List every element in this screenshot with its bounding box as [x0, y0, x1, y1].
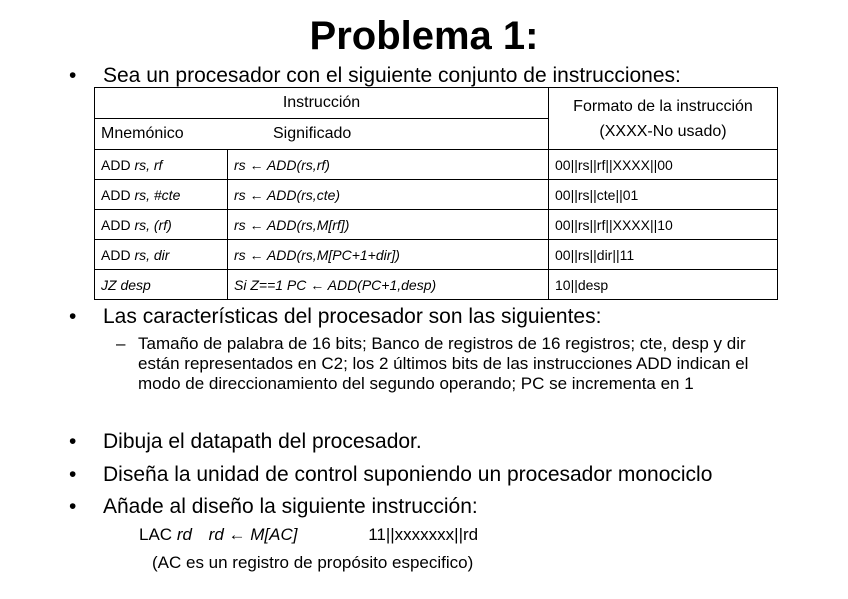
cell-format: 00||rs||cte||01 — [549, 180, 778, 210]
bullet-characteristics — [69, 304, 602, 330]
cell-format: 00||rs||dir||11 — [549, 240, 778, 270]
bullet-control-unit — [69, 462, 713, 488]
table-row — [95, 210, 778, 240]
bullet-add-instruction — [69, 494, 478, 520]
slide-title: Problema 1: — [309, 14, 539, 58]
instruction-table — [94, 87, 778, 300]
cell-mnemonic: ADD rs, dir — [95, 240, 228, 270]
bullet-dot: • — [69, 64, 77, 87]
header-formato — [549, 88, 778, 150]
bullet-datapath — [69, 429, 422, 455]
lac-op: LAC — [139, 525, 173, 544]
bullet-dot: • — [69, 305, 77, 328]
cell-mnemonic: ADD rs, #cte — [95, 180, 228, 210]
cell-mnemonic: JZ desp — [95, 270, 228, 300]
bullet-text: Diseña la unidad de control suponiendo un procesador monociclo — [103, 463, 713, 486]
header-instruccion: Instrucción — [95, 88, 549, 119]
cell-meaning: rs ← ADD(rs,M[PC+1+dir]) — [228, 240, 549, 270]
cell-mnemonic: ADD rs, rf — [95, 150, 228, 180]
sub-bullet-characteristics — [116, 334, 788, 394]
header-formato-note: (XXXX-No usado) — [599, 122, 727, 140]
table-row — [95, 150, 778, 180]
lac-instruction — [139, 524, 478, 546]
bullet-text: Sea un procesador con el siguiente conjunto de instrucciones: — [103, 64, 681, 87]
bullet-dot: • — [69, 463, 77, 486]
cell-meaning: Si Z==1 PC ← ADD(PC+1,desp) — [228, 270, 549, 300]
lac-arg: rd — [176, 525, 192, 544]
bullet-dot: • — [69, 495, 77, 518]
bullet-dot: • — [69, 430, 77, 453]
header-formato-label: Formato de la instrucción — [573, 97, 753, 115]
header-mn-sig — [95, 119, 549, 150]
bullet-instruction-set — [69, 63, 681, 89]
header-significado: Significado — [273, 125, 352, 142]
cell-meaning: rs ← ADD(rs,cte) — [228, 180, 549, 210]
header-mnemonico: Mnemónico — [101, 125, 184, 142]
lac-format: 11||xxxxxxx||rd — [368, 525, 479, 544]
cell-meaning: rs ← ADD(rs,rf) — [228, 150, 549, 180]
lac-note: (AC es un registro de propósito especifico) — [152, 553, 474, 572]
cell-format: 00||rs||rf||XXXX||00 — [549, 150, 778, 180]
sub-bullet-dash: – — [116, 334, 126, 353]
lac-meaning: rd ← M[AC] — [208, 525, 298, 544]
cell-format: 00||rs||rf||XXXX||10 — [549, 210, 778, 240]
cell-meaning: rs ← ADD(rs,M[rf]) — [228, 210, 549, 240]
table-row — [95, 240, 778, 270]
bullet-text: Añade al diseño la siguiente instrucción: — [103, 495, 478, 518]
cell-format: 10||desp — [549, 270, 778, 300]
table-header-row — [95, 88, 778, 119]
bullet-text: Dibuja el datapath del procesador. — [103, 430, 422, 453]
table-row — [95, 180, 778, 210]
cell-mnemonic: ADD rs, (rf) — [95, 210, 228, 240]
table-row — [95, 270, 778, 300]
sub-bullet-text: Tamaño de palabra de 16 bits; Banco de registros de 16 registros; cte, desp y dir están representados en C2; los 2 últimos bits de las instrucciones ADD indican el modo de direccionamiento del segundo operando; PC se incrementa en 1 — [138, 334, 749, 393]
bullet-text: Las características del procesador son las siguientes: — [103, 305, 602, 328]
